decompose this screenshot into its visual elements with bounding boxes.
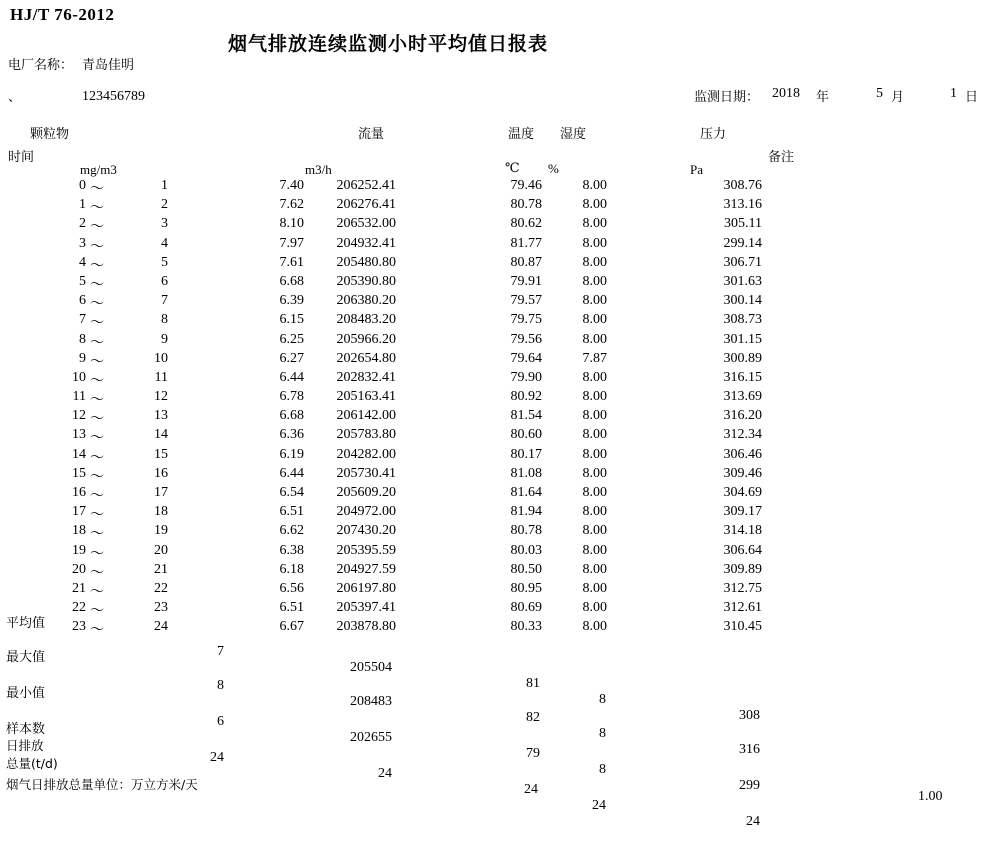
row-pm-value: 6.62 <box>279 523 304 539</box>
total-label: 总量(t/d) <box>6 756 58 771</box>
row-hour-start: 3 <box>79 235 86 251</box>
column-header-flow: 流量 <box>358 127 385 142</box>
row-pres-value: 309.17 <box>723 504 762 520</box>
monitor-date-day: 1 <box>950 86 957 101</box>
row-flow-value: 208483.20 <box>336 312 396 328</box>
table-row <box>0 427 983 446</box>
row-flow-value: 206276.41 <box>336 197 396 213</box>
row-hour-start: 11 <box>72 389 86 405</box>
row-hour-end: 3 <box>161 216 168 232</box>
row-hour-start: 20 <box>72 561 86 577</box>
summary-average-pressure: 308 <box>739 708 760 723</box>
row-hour-start: 1 <box>79 197 86 213</box>
summary-maximum-temperature: 82 <box>526 710 540 725</box>
row-hour-end: 19 <box>154 523 168 539</box>
row-pm-value: 7.61 <box>279 254 304 270</box>
row-hour-start: 8 <box>79 331 86 347</box>
row-hour-start: 15 <box>72 465 86 481</box>
summary-minimum-humidity: 8 <box>599 762 606 777</box>
plant-code-value: 123456789 <box>82 89 145 104</box>
daily-emission-label: 日排放 <box>6 738 44 753</box>
summary-samples-temperature: 24 <box>524 782 538 797</box>
row-pm-value: 7.62 <box>279 197 304 213</box>
row-pres-value: 309.46 <box>723 465 762 481</box>
summary-minimum-pm: 6 <box>217 714 224 729</box>
row-hour-end: 22 <box>154 580 168 596</box>
row-hum-value: 8.00 <box>582 389 607 405</box>
table-row <box>0 293 983 312</box>
row-hum-value: 8.00 <box>582 312 607 328</box>
table-row <box>0 255 983 274</box>
row-hum-value: 8.00 <box>582 293 607 309</box>
row-hum-value: 8.00 <box>582 561 607 577</box>
row-flow-value: 202832.41 <box>336 369 396 385</box>
row-flow-value: 204972.00 <box>336 504 396 520</box>
row-hour-start: 14 <box>72 446 86 462</box>
row-pres-value: 308.73 <box>723 312 762 328</box>
row-temp-value: 80.87 <box>510 254 542 270</box>
row-flow-value: 207430.20 <box>336 523 396 539</box>
page-number: 1.00 <box>918 789 943 804</box>
row-temp-value: 80.62 <box>510 216 542 232</box>
summary-average-flow: 205504 <box>350 660 392 675</box>
row-hour-start: 7 <box>79 312 86 328</box>
row-flow-value: 205163.41 <box>336 389 396 405</box>
row-flow-value: 204927.59 <box>336 561 396 577</box>
row-hour-end: 5 <box>161 254 168 270</box>
row-pres-value: 305.11 <box>724 216 762 232</box>
row-flow-value: 206252.41 <box>336 178 396 193</box>
row-pm-value: 6.39 <box>279 293 304 309</box>
row-hum-value: 8.00 <box>582 408 607 424</box>
column-header-remark: 备注 <box>768 150 795 165</box>
row-hour-sep: ～ <box>90 527 104 543</box>
row-hour-sep: ～ <box>90 565 104 581</box>
hourly-data-table <box>0 178 983 639</box>
row-hour-sep: ～ <box>90 412 104 428</box>
row-hour-end: 11 <box>154 369 168 385</box>
unit-temperature: ℃ <box>505 160 520 175</box>
monitor-date-month: 5 <box>876 86 883 101</box>
row-flow-value: 203878.80 <box>336 619 396 635</box>
row-pres-value: 301.63 <box>723 273 762 289</box>
row-pm-value: 7.97 <box>279 235 304 251</box>
row-hour-start: 22 <box>72 600 86 616</box>
row-hour-sep: ～ <box>90 354 104 370</box>
row-hour-sep: ～ <box>90 373 104 389</box>
row-hour-end: 8 <box>161 312 168 328</box>
row-hour-sep: ～ <box>90 393 104 409</box>
row-flow-value: 205730.41 <box>336 465 396 481</box>
row-hum-value: 8.00 <box>582 427 607 443</box>
row-flow-value: 205609.20 <box>336 485 396 500</box>
row-hour-sep: ～ <box>90 604 104 620</box>
row-hour-start: 23 <box>72 619 86 635</box>
row-pm-value: 6.67 <box>279 619 304 635</box>
row-hour-sep: ～ <box>90 623 104 639</box>
row-pres-value: 314.18 <box>723 523 762 539</box>
row-hour-sep: ～ <box>90 469 104 485</box>
row-hour-start: 16 <box>72 485 86 500</box>
row-hour-start: 2 <box>79 216 86 232</box>
row-temp-value: 79.90 <box>510 369 542 385</box>
row-hour-sep: ～ <box>90 316 104 332</box>
row-hum-value: 8.00 <box>582 600 607 616</box>
row-temp-value: 80.03 <box>510 542 542 558</box>
row-hum-value: 8.00 <box>582 273 607 289</box>
row-hum-value: 8.00 <box>582 465 607 481</box>
month-char: 月 <box>891 90 905 105</box>
row-pres-value: 300.14 <box>723 293 762 309</box>
day-char: 日 <box>965 90 979 105</box>
row-temp-value: 80.78 <box>510 523 542 539</box>
row-hour-end: 7 <box>161 293 168 309</box>
unit-pm: mg/m3 <box>80 162 117 177</box>
table-row <box>0 408 983 427</box>
row-pres-value: 304.69 <box>723 485 762 500</box>
row-flow-value: 206532.00 <box>336 216 396 232</box>
row-pm-value: 6.51 <box>279 504 304 520</box>
monitor-date-label: 监测日期： <box>694 90 760 105</box>
row-flow-value: 205390.80 <box>336 273 396 289</box>
row-pres-value: 308.76 <box>723 178 762 193</box>
row-hour-end: 2 <box>161 197 168 213</box>
summary-samples-humidity: 24 <box>592 798 606 813</box>
row-flow-value: 206142.00 <box>336 408 396 424</box>
row-temp-value: 81.54 <box>510 408 542 424</box>
row-pm-value: 6.54 <box>279 485 304 500</box>
row-temp-value: 79.56 <box>510 331 542 347</box>
summary-samples-pressure: 24 <box>746 814 760 829</box>
row-hour-start: 18 <box>72 523 86 539</box>
table-row <box>0 389 983 408</box>
row-hour-start: 12 <box>72 408 86 424</box>
row-hour-sep: ～ <box>90 335 104 351</box>
row-hour-sep: ～ <box>90 431 104 447</box>
row-hour-end: 4 <box>161 235 168 251</box>
row-flow-value: 205397.41 <box>336 600 396 616</box>
row-pres-value: 306.46 <box>723 446 762 462</box>
row-temp-value: 80.50 <box>510 561 542 577</box>
row-pres-value: 299.14 <box>723 235 762 251</box>
row-temp-value: 80.92 <box>510 389 542 405</box>
row-hour-end: 1 <box>161 178 168 193</box>
summary-minimum-pressure: 299 <box>739 778 760 793</box>
table-row <box>0 523 983 542</box>
row-hour-start: 6 <box>79 293 86 309</box>
row-hum-value: 8.00 <box>582 446 607 462</box>
table-row <box>0 351 983 370</box>
summary-average-pm: 7 <box>217 644 224 659</box>
row-hour-end: 16 <box>154 465 168 481</box>
column-header-pressure: 压力 <box>700 127 727 142</box>
table-row <box>0 178 983 197</box>
row-hum-value: 8.00 <box>582 580 607 596</box>
row-hour-end: 15 <box>154 446 168 462</box>
row-hour-sep: ～ <box>90 182 104 197</box>
row-hour-sep: ～ <box>90 450 104 466</box>
row-pm-value: 6.38 <box>279 542 304 558</box>
row-hour-start: 21 <box>72 580 86 596</box>
table-row <box>0 236 983 255</box>
row-hour-start: 0 <box>79 178 86 193</box>
row-hour-start: 19 <box>72 542 86 558</box>
row-hum-value: 8.00 <box>582 216 607 232</box>
row-hour-end: 17 <box>154 485 168 500</box>
row-pm-value: 6.68 <box>279 273 304 289</box>
row-hum-value: 8.00 <box>582 331 607 347</box>
summary-maximum-pm: 8 <box>217 678 224 693</box>
table-row <box>0 370 983 389</box>
row-temp-value: 80.33 <box>510 619 542 635</box>
row-hour-end: 18 <box>154 504 168 520</box>
row-temp-value: 80.78 <box>510 197 542 213</box>
summary-label-minimum: 最小值 <box>6 686 46 701</box>
column-header-temperature: 温度 <box>508 127 535 142</box>
summary-minimum-flow: 202655 <box>350 730 392 745</box>
row-pres-value: 316.15 <box>723 369 762 385</box>
row-hour-start: 9 <box>79 350 86 366</box>
table-row <box>0 216 983 235</box>
summary-maximum-pressure: 316 <box>739 742 760 757</box>
row-flow-value: 205966.20 <box>336 331 396 347</box>
row-pm-value: 6.78 <box>279 389 304 405</box>
table-row <box>0 543 983 562</box>
row-hour-end: 13 <box>154 408 168 424</box>
row-flow-value: 202654.80 <box>336 350 396 366</box>
row-hour-end: 23 <box>154 600 168 616</box>
row-hum-value: 8.00 <box>582 178 607 193</box>
row-hum-value: 8.00 <box>582 542 607 558</box>
row-hum-value: 8.00 <box>582 619 607 635</box>
plant-name-value: 青岛佳明 <box>82 58 135 73</box>
summary-label-samples: 样本数 <box>6 722 46 737</box>
table-row <box>0 504 983 523</box>
row-hum-value: 8.00 <box>582 485 607 500</box>
row-pm-value: 8.10 <box>279 216 304 232</box>
row-pres-value: 316.20 <box>723 408 762 424</box>
summary-average-humidity: 8 <box>599 692 606 707</box>
row-hour-sep: ～ <box>90 201 104 217</box>
row-temp-value: 81.77 <box>510 235 542 251</box>
row-pm-value: 6.15 <box>279 312 304 328</box>
row-flow-value: 206380.20 <box>336 293 396 309</box>
table-row <box>0 332 983 351</box>
row-temp-value: 81.08 <box>510 465 542 481</box>
row-temp-value: 79.75 <box>510 312 542 328</box>
row-flow-value: 204932.41 <box>336 235 396 251</box>
row-pm-value: 6.56 <box>279 580 304 596</box>
row-flow-value: 205783.80 <box>336 427 396 443</box>
summary-minimum-temperature: 79 <box>526 746 540 761</box>
row-hour-sep: ～ <box>90 546 104 562</box>
row-temp-value: 79.91 <box>510 273 542 289</box>
row-hour-end: 12 <box>154 389 168 405</box>
row-pres-value: 306.71 <box>723 254 762 270</box>
row-hour-start: 5 <box>79 273 86 289</box>
year-char: 年 <box>816 90 830 105</box>
row-hour-end: 20 <box>154 542 168 558</box>
row-hour-end: 14 <box>154 427 168 443</box>
unit-note: 烟气日排放总量单位：万立方米/天 <box>6 777 198 792</box>
row-flow-value: 205395.59 <box>336 542 396 558</box>
row-hour-sep: ～ <box>90 508 104 524</box>
unit-pressure: Pa <box>690 162 703 177</box>
row-temp-value: 81.94 <box>510 504 542 520</box>
row-hour-sep: ～ <box>90 258 104 274</box>
row-hour-sep: ～ <box>90 277 104 293</box>
row-hum-value: 8.00 <box>582 197 607 213</box>
row-hum-value: 8.00 <box>582 369 607 385</box>
row-pm-value: 6.44 <box>279 465 304 481</box>
table-row <box>0 274 983 293</box>
row-pres-value: 313.16 <box>723 197 762 213</box>
summary-label-maximum: 最大值 <box>6 650 46 665</box>
row-temp-value: 80.17 <box>510 446 542 462</box>
row-temp-value: 80.95 <box>510 580 542 596</box>
summary-samples-flow: 24 <box>378 766 392 781</box>
row-flow-value: 206197.80 <box>336 580 396 596</box>
table-row <box>0 581 983 600</box>
row-hour-end: 24 <box>154 619 168 635</box>
row-pm-value: 6.44 <box>279 369 304 385</box>
row-temp-value: 79.64 <box>510 350 542 366</box>
plant-name-label: 电厂名称： <box>8 58 74 73</box>
row-hour-start: 10 <box>72 369 86 385</box>
summary-label-average: 平均值 <box>6 616 46 631</box>
row-hour-end: 10 <box>154 350 168 366</box>
row-pres-value: 306.64 <box>723 542 762 558</box>
row-temp-value: 80.69 <box>510 600 542 616</box>
row-temp-value: 79.46 <box>510 178 542 193</box>
row-pm-value: 6.19 <box>279 446 304 462</box>
row-hum-value: 7.87 <box>582 350 607 366</box>
row-hum-value: 8.00 <box>582 235 607 251</box>
column-header-pm: 颗粒物 <box>30 127 70 142</box>
row-temp-value: 81.64 <box>510 485 542 500</box>
row-hour-start: 13 <box>72 427 86 443</box>
row-pres-value: 313.69 <box>723 389 762 405</box>
row-hour-end: 6 <box>161 273 168 289</box>
row-hour-start: 17 <box>72 504 86 520</box>
summary-samples-pm: 24 <box>210 750 224 765</box>
row-hum-value: 8.00 <box>582 254 607 270</box>
row-hum-value: 8.00 <box>582 523 607 539</box>
row-hum-value: 8.00 <box>582 504 607 520</box>
row-hour-sep: ～ <box>90 297 104 313</box>
row-hour-start: 4 <box>79 254 86 270</box>
row-temp-value: 79.57 <box>510 293 542 309</box>
row-temp-value: 80.60 <box>510 427 542 443</box>
row-pres-value: 301.15 <box>723 331 762 347</box>
row-pres-value: 312.61 <box>723 600 762 616</box>
row-pres-value: 310.45 <box>723 619 762 635</box>
table-row <box>0 466 983 485</box>
unit-humidity: % <box>548 161 559 176</box>
standard-code: HJ/T 76-2012 <box>10 5 115 24</box>
table-row <box>0 447 983 466</box>
row-pres-value: 309.89 <box>723 561 762 577</box>
unit-flow: m3/h <box>305 162 332 177</box>
column-header-humidity: 湿度 <box>560 127 587 142</box>
row-pm-value: 6.36 <box>279 427 304 443</box>
row-hour-sep: ～ <box>90 220 104 236</box>
table-row <box>0 312 983 331</box>
row-pres-value: 312.75 <box>723 580 762 596</box>
column-header-time: 时间 <box>8 150 35 165</box>
monitor-date-year: 2018 <box>772 86 800 101</box>
row-pm-value: 6.68 <box>279 408 304 424</box>
row-flow-value: 205480.80 <box>336 254 396 270</box>
table-row <box>0 562 983 581</box>
tick-mark: 、 <box>8 90 22 105</box>
row-pm-value: 6.18 <box>279 561 304 577</box>
row-hour-sep: ～ <box>90 489 104 504</box>
row-hour-end: 9 <box>161 331 168 347</box>
row-hour-sep: ～ <box>90 584 104 600</box>
row-pm-value: 6.25 <box>279 331 304 347</box>
row-hour-sep: ～ <box>90 239 104 255</box>
row-flow-value: 204282.00 <box>336 446 396 462</box>
row-pm-value: 7.40 <box>279 178 304 193</box>
table-row <box>0 485 983 504</box>
summary-maximum-flow: 208483 <box>350 694 392 709</box>
table-row <box>0 197 983 216</box>
summary-maximum-humidity: 8 <box>599 726 606 741</box>
row-pm-value: 6.27 <box>279 350 304 366</box>
page-title: 烟气排放连续监测小时平均值日报表 <box>228 33 549 55</box>
row-hour-end: 21 <box>154 561 168 577</box>
summary-average-temperature: 81 <box>526 676 540 691</box>
row-pres-value: 300.89 <box>723 350 762 366</box>
row-pres-value: 312.34 <box>723 427 762 443</box>
row-pm-value: 6.51 <box>279 600 304 616</box>
